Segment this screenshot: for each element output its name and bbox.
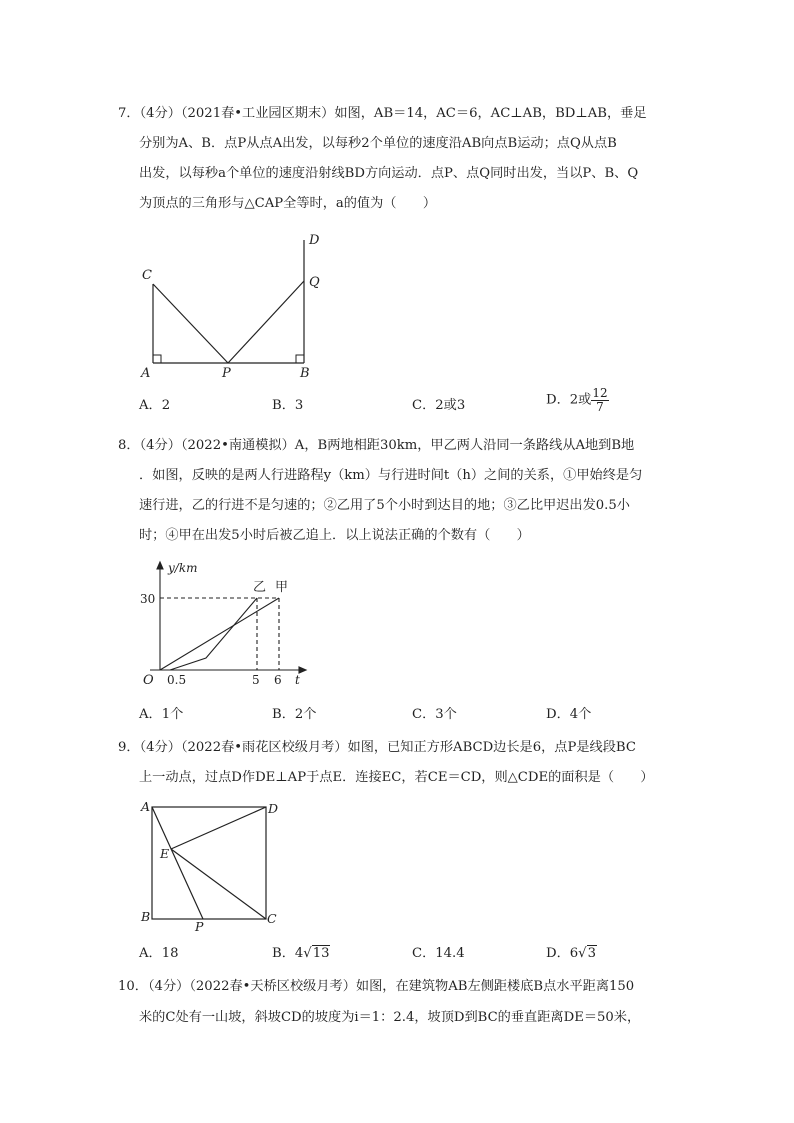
q7-option-d-label: D．2或	[546, 392, 592, 408]
fraction-numerator: 12	[592, 386, 608, 400]
q8-option-b[interactable]: B．2个	[272, 707, 317, 722]
q8-x-tick-5: 5	[252, 673, 260, 687]
q8-option-a[interactable]: A．1个	[139, 707, 184, 722]
q7-option-b[interactable]: B．3	[272, 398, 304, 413]
q9-line-2: 上一动点，过点D作DE⊥AP于点E．连接EC，若CE＝CD，则△CDE的面积是（ ）	[139, 770, 654, 785]
q7-line-2: 分别为A、B．点P从点A出发，以每秒2个单位的速度沿AB向点B运动；点Q从点B	[139, 136, 617, 151]
q8-y-axis-label: y/km	[168, 561, 198, 575]
q8-origin-label: O	[143, 673, 154, 688]
q9-option-d[interactable]	[546, 944, 597, 964]
q7-right-angle-B	[296, 355, 304, 363]
q8-line-3: 速行进，乙的行进不是匀速的；②乙用了5个小时到达目的地；③乙比甲迟出发0.5小	[139, 498, 630, 513]
q8-line-1: 8．（4分）（2022•南通模拟）A，B两地相距30km，甲乙两人沿同一条路线从A地到B地	[118, 438, 635, 453]
radicand: 13	[312, 946, 330, 961]
q8-graph	[140, 560, 320, 690]
q8-x-axis-label: t	[295, 673, 300, 687]
q9-label-P: P	[195, 919, 204, 934]
q8-x-tick-0.5: 0.5	[167, 673, 187, 687]
q7-seg-PQ	[228, 281, 304, 363]
q10-line-2: 米的C处有一山坡，斜坡CD的坡度为i＝1：2.4，坡顶D到BC的垂直距离DE＝50米，	[139, 1010, 641, 1025]
q9-label-B: B	[141, 909, 151, 924]
q7-figure	[130, 228, 330, 381]
q9-seg-EC	[171, 849, 266, 919]
q9-square-ABCD	[152, 807, 266, 919]
q7-seg-CP	[153, 284, 228, 363]
q8-series-jia	[160, 598, 279, 670]
q9-label-C: C	[267, 911, 277, 926]
q7-label-P: P	[222, 366, 231, 381]
q9-option-c[interactable]: C．14.4	[412, 946, 465, 961]
q9-line-1: 9．（4分）（2022春•雨花区校级月考）如图，已知正方形ABCD边长是6，点P是线段BC	[118, 740, 636, 755]
sqrt-sign: √13	[303, 946, 330, 961]
q8-series-yi	[170, 598, 257, 670]
q9-label-E: E	[160, 846, 170, 861]
q9-option-a[interactable]: A．18	[139, 946, 179, 961]
q8-y-axis-arrow	[157, 562, 163, 569]
q7-label-C: C	[142, 268, 152, 283]
q8-option-c[interactable]: C．3个	[412, 707, 457, 722]
radicand: 3	[587, 946, 596, 961]
q9-label-A: A	[141, 799, 151, 814]
q7-option-a[interactable]: A．2	[139, 398, 171, 413]
q7-line-3: 出发，以每秒a个单位的速度沿射线BD方向运动．点P、点Q同时出发，当以P、B、Q	[139, 166, 639, 181]
q7-option-d[interactable]	[546, 387, 609, 414]
q7-option-c[interactable]: C．2或3	[412, 398, 466, 413]
q8-line-2: ．如图，反映的是两人行进路程y（km）与行进时间t（h）之间的关系，①甲始终是匀	[139, 468, 643, 483]
q7-label-D: D	[309, 233, 320, 248]
q9-option-b[interactable]	[272, 944, 330, 964]
sqrt-sign: √3	[578, 946, 596, 961]
q8-x-axis-arrow	[299, 667, 306, 673]
q7-line-4: 为顶点的三角形与△CAP全等时，a的值为（ ）	[139, 196, 437, 211]
q8-x-tick-6: 6	[274, 673, 282, 687]
q9-option-d-label: D．6	[546, 946, 579, 961]
q9-label-D: D	[268, 801, 279, 816]
q8-y-tick-30: 30	[140, 592, 156, 606]
q9-option-b-label: B．4	[272, 946, 304, 961]
q8-series-label-yi: 乙	[253, 580, 267, 595]
q7-line-1: 7．（4分）（2021春•工业园区期末）如图，AB＝14，AC＝6，AC⊥AB，BD⊥AB，垂足	[118, 106, 647, 121]
q8-series-label-jia: 甲	[275, 580, 289, 595]
q9-seg-DE	[171, 807, 266, 849]
q7-label-A: A	[141, 366, 151, 381]
q7-label-Q: Q	[309, 275, 320, 290]
q7-option-d-fraction	[591, 387, 608, 414]
fraction-denominator: 7	[596, 400, 604, 414]
q10-line-1: 10．（4分）（2022春•天桥区校级月考）如图，在建筑物AB左侧距楼底B点水平距离150	[118, 979, 635, 994]
q7-right-angle-A	[153, 355, 161, 363]
q9-figure	[135, 795, 295, 935]
q7-label-B: B	[300, 366, 310, 381]
q8-option-d[interactable]: D．4个	[546, 707, 592, 722]
q8-line-4: 时；④甲在出发5小时后被乙追上．以上说法正确的个数有（ ）	[139, 528, 530, 543]
q9-seg-AP	[152, 807, 203, 919]
